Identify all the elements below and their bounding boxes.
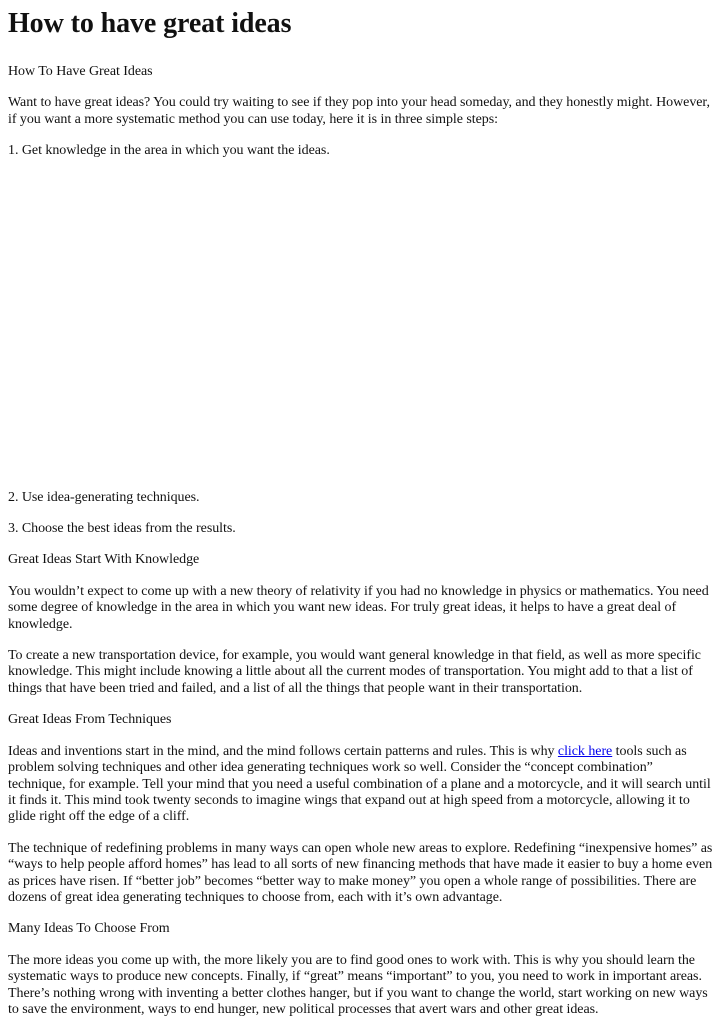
section-heading-choose: Many Ideas To Choose From	[8, 921, 170, 937]
techniques-paragraph-1	[8, 744, 713, 826]
click-here-link[interactable]: click here	[557, 743, 613, 759]
article-subtitle: How To Have Great Ideas	[8, 64, 153, 79]
techniques-text-before-link: Ideas and inventions start in the mind, and the mind follows certain patterns and rules. This is why	[8, 743, 558, 759]
choose-paragraph-1: The more ideas you come up with, the more likely you are to find good ones to work with. This is why you should learn the systematic ways to produce new concepts. Finally, if “great” means “important” to you, you need to work in important areas. There’s nothing wrong with inventing a better clothes hanger, but if you want to change the world, start working on new ways to save the environment, ways to end hunger, new political processes that avert wars and other great ideas.	[8, 952, 708, 1017]
intro-paragraph: Want to have great ideas? You could try waiting to see if they pop into your head someday, and they honestly might. However, if you want a more systematic method you can use today, here it is in three simple steps:	[8, 95, 710, 127]
step-3: 3. Choose the best ideas from the results.	[8, 521, 236, 537]
article	[0, 5, 720, 1018]
techniques-text-after-link: tools such as problem solving techniques and other idea generating techniques work so well. Consider the “concept combination” technique, for example. Tell your mind that you need a useful combination of a plane and a motorcycle, and it will search until it finds it. This mind took twenty seconds to imagine wings that expand out at high speed from a motorcycle, allowing it to glide right off the edge of a cliff.	[8, 743, 711, 825]
image-placeholder	[8, 175, 713, 475]
knowledge-paragraph-2: To create a new transportation device, for example, you would want general knowledge in that field, as well as more specific knowledge. This might include knowing a little about all the current modes of transportation. You might add to that a list of things that have been tried and failed, and a list of all the things that people want in their transportation.	[8, 648, 701, 696]
section-heading-techniques: Great Ideas From Techniques	[8, 712, 172, 728]
techniques-paragraph-2: The technique of redefining problems in many ways can open whole new areas to explore. Redefining “inexpensive homes” as “ways to help people afford homes” has lead to all sorts of new financing methods that have made it easier to buy a home even as prices have risen. If “better job” becomes “better way to make money” you open a whole range of possibilities. There are dozens of great idea generating techniques to choose from, each with it’s own advantage.	[8, 840, 713, 905]
step-1: 1. Get knowledge in the area in which you want the ideas.	[8, 143, 330, 159]
step-2: 2. Use idea-generating techniques.	[8, 489, 200, 505]
section-heading-knowledge: Great Ideas Start With Knowledge	[8, 552, 200, 568]
knowledge-paragraph-1: You wouldn’t expect to come up with a new theory of relativity if you had no knowledge in physics or mathematics. You need some degree of knowledge in the area in which you want new ideas. For truly great ideas, it helps to have a great deal of knowledge.	[8, 583, 709, 632]
page-title: How to have great ideas	[8, 8, 292, 39]
